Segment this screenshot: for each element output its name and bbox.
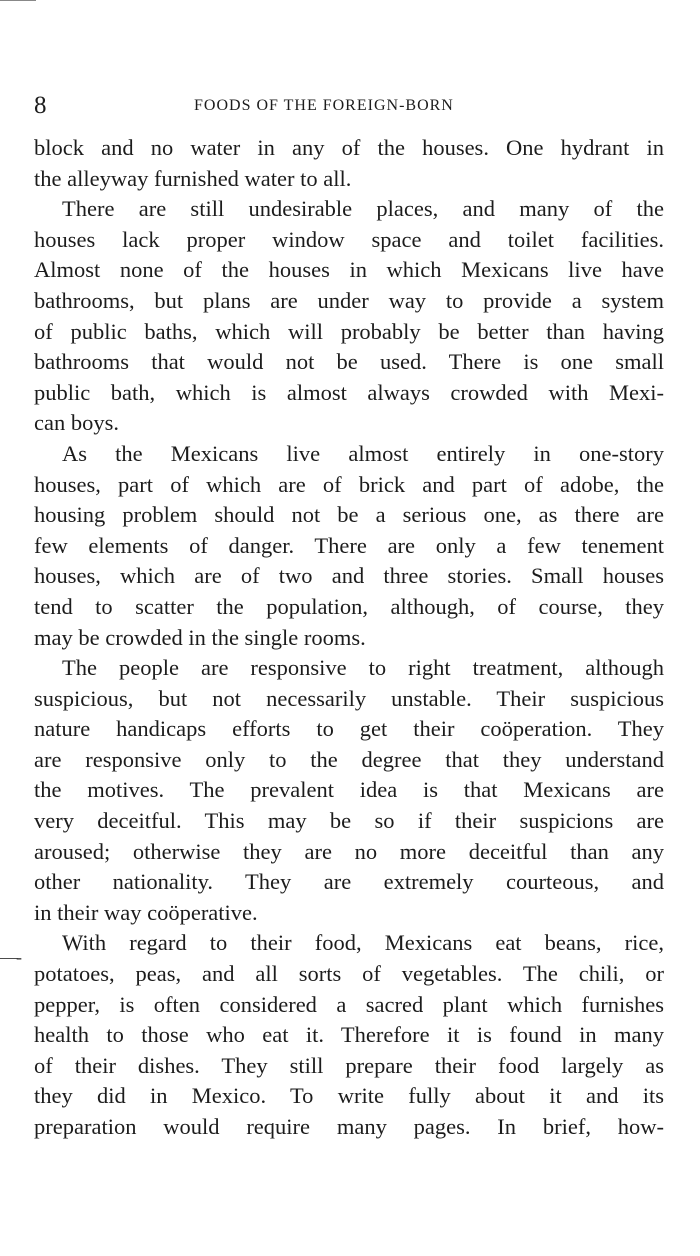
text-line: As the Mexicans live almost entirely in one-story — [62, 440, 664, 466]
text-line: the motives. The prevalent idea is that Mexicans are — [34, 777, 664, 803]
text-line: few elements of danger. There are only a few tenement — [34, 532, 664, 558]
text-line: suspicious, but not necessarily unstable. Their suspicious — [34, 685, 664, 711]
text-line: public bath, which is almost always crowded with Mexi- — [34, 379, 664, 405]
text-line: The people are responsive to right treatment, although — [62, 655, 664, 681]
text-line: houses, part of which are of brick and part of adobe, the — [34, 471, 664, 497]
text-line: very deceitful. This may be so if their suspicions are — [34, 808, 664, 834]
page-header — [34, 92, 664, 120]
margin-mark: —- — [0, 947, 20, 967]
text-line: tend to scatter the population, although, of course, they — [34, 593, 664, 619]
body-text — [34, 133, 664, 1143]
text-line: other nationality. They are extremely courteous, and — [34, 869, 664, 895]
text-line: preparation would require many pages. In brief, how- — [34, 1114, 664, 1139]
text-line: of public baths, which will probably be better than having — [34, 318, 664, 344]
running-head: FOODS OF THE FOREIGN-BORN — [194, 97, 454, 114]
text-line: Almost none of the houses in which Mexicans live have — [34, 257, 664, 283]
text-line: in their way coöperative. — [34, 899, 258, 925]
text-line: bathrooms, but plans are under way to provide a system — [34, 287, 664, 313]
top-rule — [0, 0, 36, 1]
text-line: housing problem should not be a serious one, as there are — [34, 502, 664, 528]
text-line: nature handicaps efforts to get their coöperation. They — [34, 716, 664, 742]
text-line: pepper, is often considered a sacred plant which furnishes — [34, 991, 664, 1017]
text-line: There are still undesirable places, and many of the — [62, 196, 664, 222]
text-line: are responsive only to the degree that they understand — [34, 746, 664, 772]
text-line: bathrooms that would not be used. There is one small — [34, 349, 664, 375]
text-line: aroused; otherwise they are no more deceitful than any — [34, 838, 664, 864]
text-line: may be crowded in the single rooms. — [34, 624, 366, 650]
text-line: potatoes, peas, and all sorts of vegetables. The chili, or — [34, 961, 664, 987]
text-line: block and no water in any of the houses. One hydrant in — [34, 135, 664, 160]
text-line: houses lack proper window space and toilet facilities. — [34, 226, 664, 252]
text-line: they did in Mexico. To write fully about it and its — [34, 1083, 664, 1109]
text-line: With regard to their food, Mexicans eat beans, rice, — [62, 930, 664, 956]
text-line: houses, which are of two and three stories. Small houses — [34, 563, 664, 589]
page-number: 8 — [34, 92, 47, 119]
text-line: the alleyway furnished water to all. — [34, 165, 352, 191]
text-line: health to those who eat it. Therefore it is found in many — [34, 1022, 664, 1048]
text-line: of their dishes. They still prepare their food largely as — [34, 1052, 664, 1078]
text-line: can boys. — [34, 410, 119, 436]
